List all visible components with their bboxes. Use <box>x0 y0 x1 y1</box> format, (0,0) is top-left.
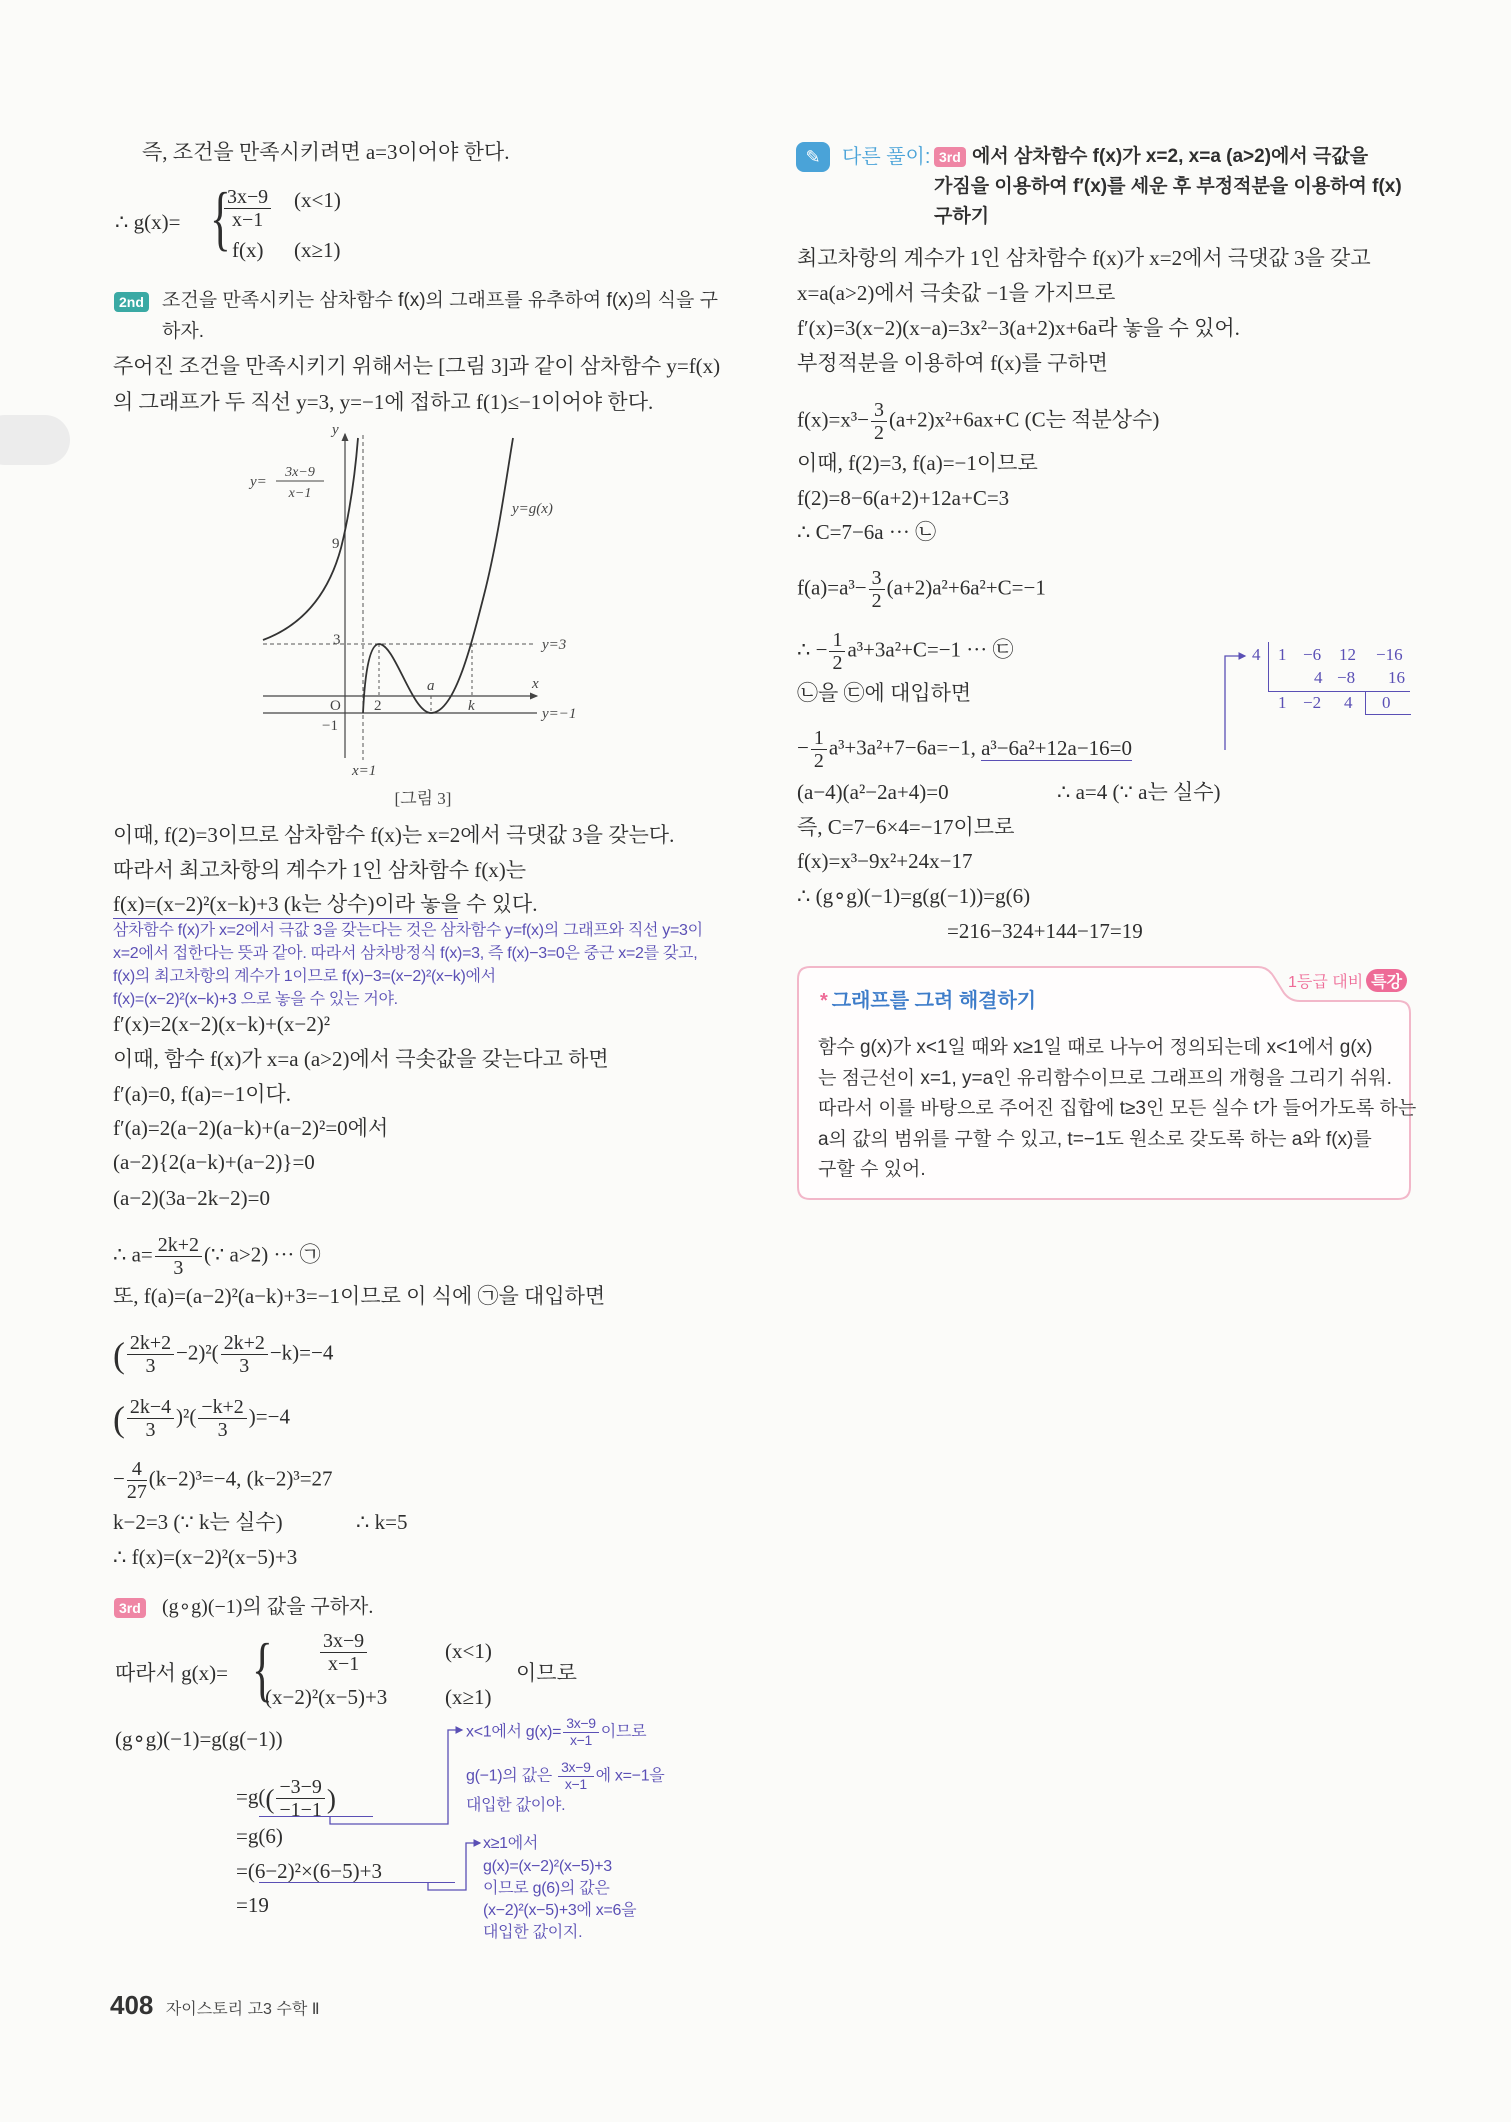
piece: (x−2)²(x−5)+3 <box>265 1685 388 1709</box>
text-line: f(x)=x³−9x²+24x−17 <box>797 849 973 873</box>
text-line: (g∘g)(−1)=g(g(−1)) <box>115 1727 283 1751</box>
text: )²( <box>176 1404 197 1429</box>
box-text-line: a의 값의 범위를 구할 수 있고, t=−1도 원소로 갖도록 하는 a와 f(x)를 <box>818 1129 1372 1150</box>
text-line: 최고차항의 계수가 1인 삼차함수 f(x)가 x=2에서 극댓값 3을 갖고 <box>797 246 1371 270</box>
special-badge: 특강 <box>1366 969 1407 992</box>
denominator: 3 <box>239 1355 250 1378</box>
coefficient: −6 <box>1303 645 1322 664</box>
asymptote-label: x=1 <box>352 763 377 779</box>
hyperbola-label: y= <box>250 474 267 490</box>
text-line: ∴ f(x)=(x−2)²(x−5)+3 <box>113 1545 298 1569</box>
page-number: 408 <box>110 1990 154 2020</box>
tick-a: a <box>427 678 435 694</box>
annotation-line: x≥1에서 <box>483 1835 539 1852</box>
figure-caption: [그림 3] <box>394 789 452 808</box>
text: −2)²( <box>176 1340 219 1365</box>
condition: (x≥1) <box>445 1685 492 1709</box>
denominator: 3 <box>217 1419 228 1442</box>
numerator: 2k+2 <box>155 1234 202 1257</box>
alt-heading: 구하기 <box>934 206 990 227</box>
alt-heading: 에서 삼차함수 f(x)가 x=2, x=a (a>2)에서 극값을 <box>972 146 1369 167</box>
tick-2: 2 <box>374 698 382 714</box>
key-equation: f(x)=(x−2)²(x−k)+3 (k는 상수) <box>113 892 375 916</box>
text: =g( <box>236 1784 266 1809</box>
text: (k−2)³=−4, (k−2)³=27 <box>148 1466 333 1491</box>
box-text-line: 따라서 이를 바탕으로 주어진 집합에 t≥3인 모든 실수 t가 들어가도록 하는 <box>818 1098 1417 1119</box>
coefficient: 12 <box>1339 645 1356 664</box>
piece: f(x) <box>232 238 264 262</box>
denominator: x−1 <box>231 209 264 232</box>
equation-prefix: 따라서 g(x)= <box>115 1661 228 1685</box>
text-line: =216−324+144−17=19 <box>947 919 1143 943</box>
text-line: f(a)=a³− $\frac{3}{2}$ (a+2)a²+6a²+C=−1 <box>797 567 1046 613</box>
denominator: x−1 <box>327 1653 360 1676</box>
text-line <box>113 1458 333 1504</box>
box-text-line: 구할 수 있어. <box>818 1159 926 1180</box>
text-line: =g(( $\frac{-3-9}{-1-1}$ ) <box>236 1776 336 1822</box>
text-line: f(2)=8−6(a+2)+12a+C=3 <box>797 486 1010 510</box>
box-title: * 그래프를 그려 해결하기 <box>820 990 1037 1012</box>
text-line: f′(a)=0, f(a)=−1이다. <box>113 1082 292 1106</box>
division-root: 4 <box>1252 645 1261 664</box>
annotation-line: 대입한 값이지. <box>483 1924 583 1941</box>
alt-solution-icon: ✎ <box>796 142 830 172</box>
origin-label: O <box>330 698 341 714</box>
text-line: − $\frac{1}{2}$ a³+3a²+7−6a=−1, a³−6a²+12a−16=0 <box>797 727 1133 773</box>
division-bar <box>1268 642 1269 692</box>
hyperbola-denominator: x−1 <box>288 486 312 501</box>
text-line: f(x)=x³− $\frac{3}{2}$ (a+2)x²+6ax+C (C는 적분상수) <box>797 399 1160 445</box>
step-badge-2nd: 2nd <box>114 292 149 312</box>
step-badge-3rd: 3rd <box>114 1598 146 1618</box>
text-line: ∴ − $\frac{1}{2}$ a³+3a²+C=−1 ··· ㉢ <box>797 629 1014 675</box>
text: 이라 놓을 수 있다. <box>374 892 538 916</box>
line-ym1-label: y=−1 <box>542 706 577 722</box>
denominator: −1−1 <box>279 1799 322 1822</box>
denominator: 3 <box>173 1257 184 1280</box>
text-line: 주어진 조건을 만족시키기 위해서는 [그림 3]과 같이 삼차함수 y=f(x) <box>113 354 721 378</box>
numerator: 2k+2 <box>221 1332 268 1355</box>
text-line: (a−4)(a²−2a+4)=0 <box>797 780 949 804</box>
page-footer <box>110 1990 320 2021</box>
cubic-curve <box>363 438 513 713</box>
text-line: ∴ (g∘g)(−1)=g(g(−1))=g(6) <box>797 884 1031 908</box>
book-title: 자이스토리 고3 수학 Ⅱ <box>165 2001 320 2018</box>
curve-label: y=g(x) <box>512 501 553 517</box>
text-line: 또, f(a)=(a−2)²(a−k)+3=−1이므로 이 식에 ㉠을 대입하면 <box>113 1284 606 1308</box>
coefficient: −2 <box>1303 693 1322 712</box>
paren: ( <box>113 1334 125 1375</box>
step-heading: (g∘g)(−1)의 값을 구하자. <box>162 1596 374 1618</box>
text-line: (a−2)(3a−2k−2)=0 <box>113 1186 270 1210</box>
text: −k)=−4 <box>269 1340 334 1365</box>
text-line: f′(a)=2(a−2)(a−k)+(a−2)²=0에서 <box>113 1116 389 1140</box>
coefficient: 1 <box>1278 693 1287 712</box>
text-line: f′(x)=2(x−2)(x−k)+(x−2)² <box>113 1012 331 1036</box>
text-line: ㉡을 ㉢에 대입하면 <box>797 681 972 705</box>
line-y3-label: y=3 <box>542 637 567 653</box>
hyperbola-numerator: 3x−9 <box>285 465 315 480</box>
text-line: 이때, 함수 f(x)가 x=a (a>2)에서 극솟값을 갖는다고 하면 <box>113 1047 609 1071</box>
numerator: −k+2 <box>198 1396 246 1419</box>
tick-k: k <box>468 698 475 714</box>
numerator: −3−9 <box>276 1776 324 1799</box>
tick-3: 3 <box>333 632 341 648</box>
text-line: 즉, 조건을 만족시키려면 a=3이어야 한다. <box>142 140 510 164</box>
brace: { <box>210 178 231 258</box>
brace: { <box>252 1629 273 1709</box>
text-line: ∴ C=7−6a ··· ㉡ <box>797 520 937 544</box>
text-line: k−2=3 (∵ k는 실수) <box>113 1510 283 1534</box>
annotation-line: f(x)의 최고차항의 계수가 1이므로 f(x)−3=(x−2)²(x−k)에서 <box>113 968 496 985</box>
annotation-line: 대입한 값이야. <box>466 1797 566 1814</box>
step-heading: 조건을 만족시키는 삼차함수 f(x)의 그래프를 유추하여 f(x)의 식을 구 <box>162 290 718 311</box>
coefficient: 4 <box>1314 668 1323 687</box>
annotation-line: (x−2)²(x−5)+3에 x=6을 <box>483 1902 637 1919</box>
step-badge-3rd: 3rd <box>934 147 966 167</box>
annotation-line: 삼차함수 f(x)가 x=2에서 극값 3을 갖는다는 것은 삼차함수 y=f(x)의 그래프와 직선 y=3이 <box>113 922 703 939</box>
underline <box>113 918 458 919</box>
underline <box>259 1882 455 1883</box>
alt-solution-label: 다른 풀이: <box>842 146 931 168</box>
annotation-line: x=2에서 접한다는 뜻과 같아. 따라서 삼차방정식 f(x)=3, 즉 f(x)−3=0은 중근 x=2를 갖고, <box>113 945 698 962</box>
annotation-line: x<1에서 g(x)= $\frac{3x-9}{x-1}$ 이므로 <box>466 1715 647 1748</box>
numerator: 3x−9 <box>224 186 271 209</box>
equation-prefix: ∴ g(x)= <box>115 210 181 234</box>
numerator: 2k+2 <box>127 1332 174 1355</box>
text-line: 이때, f(2)=3, f(a)=−1이므로 <box>797 451 1038 475</box>
denominator: 27 <box>126 1481 147 1504</box>
text-line: 즉, C=7−6×4=−17이므로 <box>797 815 1015 839</box>
coefficient: −8 <box>1337 668 1356 687</box>
text-line: ∴ k=5 <box>356 1510 408 1534</box>
text-line: x=a(a>2)에서 극솟값 −1을 가지므로 <box>797 281 1116 305</box>
special-tag: 1등급 대비 특강 <box>1288 969 1407 992</box>
text: )=−4 <box>248 1404 290 1429</box>
figure-graph <box>240 420 600 820</box>
condition: (x<1) <box>294 188 341 212</box>
coefficient: 1 <box>1278 645 1287 664</box>
y-axis-label: y <box>332 422 339 438</box>
numerator: 2k−4 <box>127 1396 174 1419</box>
fraction <box>318 1630 369 1676</box>
annotation-line: g(−1)의 값은 $\frac{3x-9}{x-1}$ 에 x=−1을 <box>466 1759 665 1792</box>
text-line: (a−2){2(a−k)+(a−2)}=0 <box>113 1150 315 1174</box>
x-axis-label: x <box>532 676 539 692</box>
paren: ( <box>113 1398 125 1439</box>
underline <box>259 1816 373 1817</box>
box-text-line: 함수 g(x)가 x<1일 때와 x≥1일 때로 나누어 정의되는데 x<1에서 g(x) <box>818 1037 1373 1058</box>
text: ∴ a= <box>113 1242 153 1267</box>
text: 이므로 <box>516 1661 577 1685</box>
tick-minus-1: −1 <box>322 718 338 734</box>
fraction <box>222 186 273 232</box>
special-lecture-box <box>796 965 1417 1201</box>
annotation-line: g(x)=(x−2)²(x−5)+3 <box>483 1858 612 1875</box>
coefficient: 16 <box>1388 668 1405 687</box>
annotation-line: f(x)=(x−2)²(x−k)+3 으로 놓을 수 있는 거야. <box>113 991 398 1008</box>
text-line <box>113 890 537 918</box>
text-line: 부정적분을 이용하여 f(x)를 구하면 <box>797 351 1108 375</box>
text-line: =g(6) <box>236 1824 283 1848</box>
text-line <box>113 1332 333 1378</box>
text-line: 이때, f(2)=3이므로 삼차함수 f(x)는 x=2에서 극댓값 3을 갖는다. <box>113 823 675 847</box>
text-line: f′(x)=3(x−2)(x−a)=3x²−3(a+2)x+6a라 놓을 수 있어. <box>797 316 1240 340</box>
text-line <box>113 1234 321 1280</box>
numerator: 4 <box>127 1458 147 1481</box>
coefficient: −16 <box>1376 645 1403 664</box>
coefficient: 4 <box>1344 693 1353 712</box>
text-line: 의 그래프가 두 직선 y=3, y=−1에 접하고 f(1)≤−1이어야 한다. <box>113 390 654 414</box>
tick-9: 9 <box>332 536 340 552</box>
text: − <box>113 1466 125 1491</box>
condition: (x<1) <box>445 1639 492 1663</box>
text-line: 따라서 최고차항의 계수가 1인 삼차함수 f(x)는 <box>113 858 527 882</box>
key-equation: a³−6a²+12a−16=0 <box>981 735 1133 760</box>
step-heading: 하자. <box>162 321 204 342</box>
box-text-line: 는 점근선이 x=1, y=a인 유리함수이므로 그래프의 개형을 그리기 쉬워. <box>818 1068 1392 1089</box>
denominator: 3 <box>145 1355 156 1378</box>
text-line: =19 <box>236 1893 269 1917</box>
text: (∵ a>2) ··· ㉠ <box>203 1242 321 1267</box>
text-line <box>113 1396 290 1442</box>
side-tab <box>0 415 70 465</box>
paren: ) <box>326 1783 336 1814</box>
annotation-line: 이므로 g(6)의 값은 <box>483 1880 610 1897</box>
denominator: 3 <box>145 1419 156 1442</box>
text-line: ∴ a=4 (∵ a는 실수) <box>1057 780 1221 804</box>
text-line: =(6−2)²×(6−5)+3 <box>236 1859 382 1883</box>
remainder: 0 <box>1382 693 1391 712</box>
numerator: 3x−9 <box>320 1630 367 1653</box>
condition: (x≥1) <box>294 238 341 262</box>
alt-heading: 가짐을 이용하여 f′(x)를 세운 후 부정적분을 이용하여 f(x) <box>934 176 1402 197</box>
